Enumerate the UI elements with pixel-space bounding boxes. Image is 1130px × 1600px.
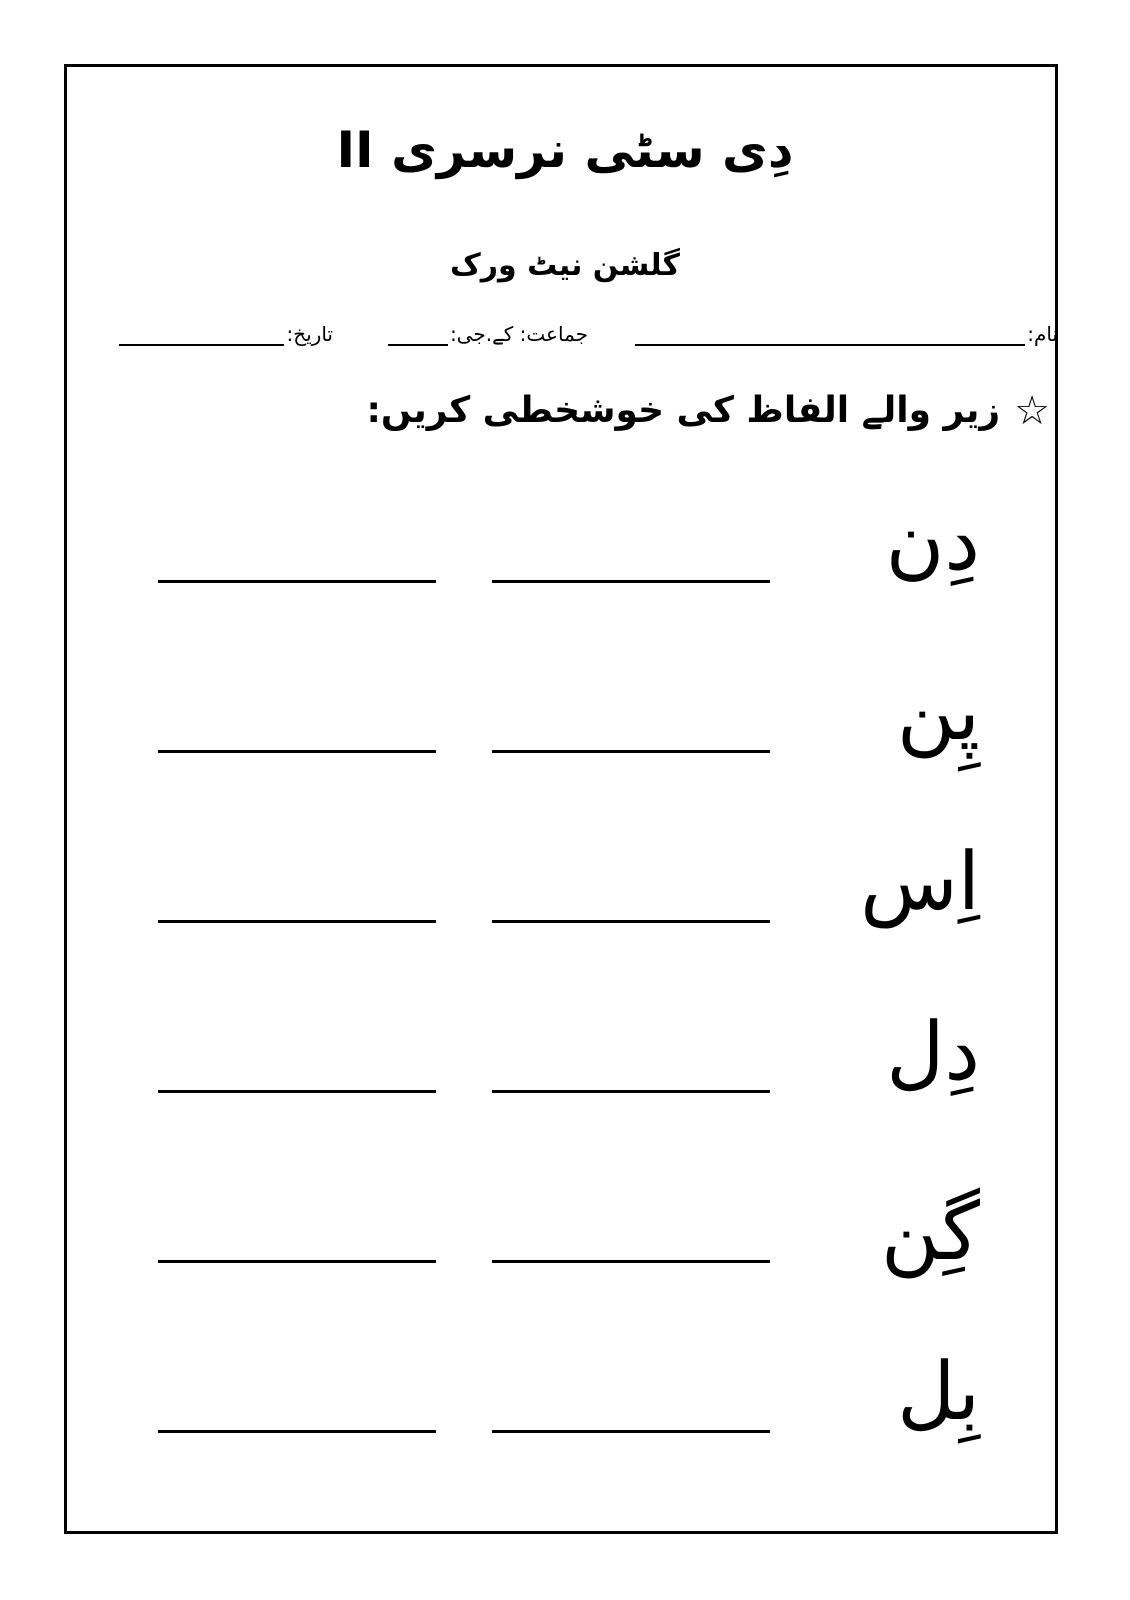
practice-row — [0, 772, 1130, 932]
network-subtitle: گلشن نیٹ ورک — [449, 248, 680, 283]
name-blank[interactable] — [635, 322, 1025, 346]
writing-line[interactable] — [158, 580, 436, 583]
instruction — [366, 387, 1050, 434]
writing-line[interactable] — [158, 1430, 436, 1433]
class-label: جماعت: کے.جی: — [449, 322, 588, 346]
class-blank[interactable] — [388, 322, 448, 346]
name-field — [635, 322, 1058, 346]
practice-word: دِل — [886, 1005, 980, 1098]
class-field — [388, 322, 588, 346]
date-field — [119, 322, 333, 346]
writing-line[interactable] — [492, 750, 770, 753]
practice-row — [0, 432, 1130, 592]
writing-line[interactable] — [158, 1090, 436, 1093]
practice-word: گِن — [881, 1185, 980, 1278]
school-title: دِی سٹی نرسری II — [336, 121, 794, 179]
name-label: نام: — [1027, 322, 1058, 346]
practice-word: دِن — [885, 495, 980, 588]
writing-line[interactable] — [158, 1260, 436, 1263]
writing-line[interactable] — [492, 1260, 770, 1263]
date-blank[interactable] — [119, 322, 284, 346]
instruction-text: زیر والے الفاظ کی خوشخطی کریں: — [366, 390, 1001, 431]
practice-row — [0, 1112, 1130, 1278]
practice-row — [0, 602, 1130, 762]
writing-line[interactable] — [158, 750, 436, 753]
date-label: تاریخ: — [286, 322, 333, 346]
practice-word: پِن — [896, 665, 980, 758]
practice-row — [0, 1282, 1130, 1442]
writing-line[interactable] — [158, 920, 436, 923]
writing-line[interactable] — [492, 1430, 770, 1433]
writing-line[interactable] — [492, 580, 770, 583]
writing-line[interactable] — [492, 1090, 770, 1093]
star-icon: ☆ — [1014, 387, 1050, 434]
practice-row — [0, 942, 1130, 1102]
student-info-row — [80, 322, 1058, 362]
writing-line[interactable] — [492, 920, 770, 923]
practice-word: بِل — [897, 1345, 980, 1438]
practice-word: اِس — [860, 835, 980, 928]
